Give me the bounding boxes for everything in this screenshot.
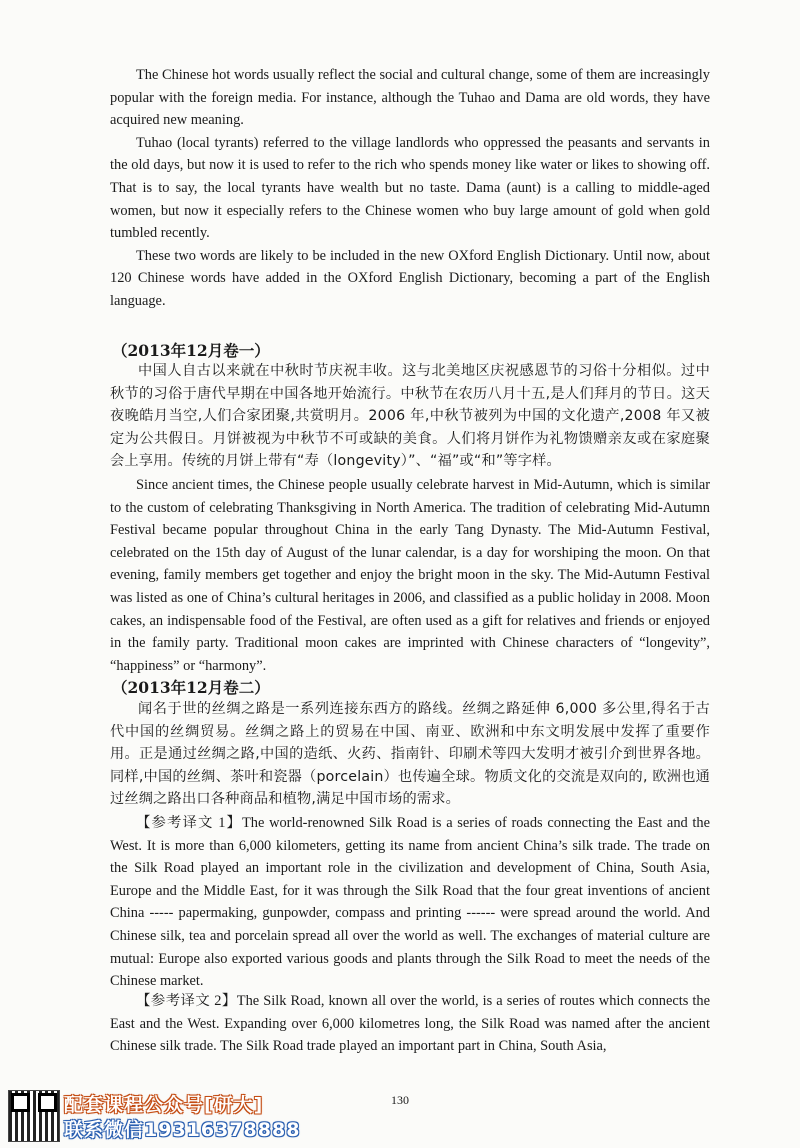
section-2-heading: （2013年12月卷二） <box>112 678 270 697</box>
section-1-english <box>110 474 710 677</box>
section-1-chinese <box>110 360 710 473</box>
intro-paragraph-1: The Chinese hot words usually reflect the social and cultural change, some of them are increasingly popular with the foreign media. For instance, although the Tuhao and Dama are old words, they have acquired new meaning. <box>110 67 710 129</box>
reference-2-text: The Silk Road, known all over the world, is a series of routes which connects the East and the West. Expanding over 6,000 kilometres long, the Silk Road was named after the ancient Chinese silk trade. The Silk Road trade played an important part in China, South Asia, <box>110 993 710 1055</box>
reference-2-label: 【参考译文 2】 <box>136 993 237 1009</box>
section-2-reference-2 <box>110 990 710 1058</box>
reference-1-paragraph <box>110 812 710 993</box>
section-2-chinese-text: 闻名于世的丝绸之路是一系列连接东西方的路线。丝绸之路延伸 6,000 多公里,得名于古代中国的丝绸贸易。丝绸之路上的贸易在中国、南亚、欧洲和中东文明发展中发挥了重要作用。正是通过丝绸之路,中国的造纸、火药、指南针、印刷术等四大发明才被引介到世界各地。同样,中国的丝绸、茶叶和瓷器（porcelain）也传遍全球。物质文化的交流是双向的, 欧洲也通过丝绸之路出口各种商品和植物,满足中国市场的需求。 <box>110 701 710 808</box>
watermark-line-1: 配套课程公众号[研大] <box>64 1094 264 1116</box>
section-2-reference-1 <box>110 812 710 993</box>
reference-1-text: The world-renowned Silk Road is a series of roads connecting the East and the West. It is more than 6,000 kilometers, getting its name from ancient China’s silk trade. The trade on the Silk Road played an important role in the civilization and development of China, South Asia, Europe and the Middle East, for it was through the Silk Road that the four great inventions of ancient China ----- papermaking, gunpowder, compass and printing ------ were spread around the world. And Chinese silk, tea and porcelain spread all over the world as well. The exchanges of material culture are mutual: Europe also exported various goods and plants through the Silk Road to meet the needs of the Chinese market. <box>110 815 710 990</box>
page-number: 130 <box>391 1093 409 1107</box>
watermark-line-2: 联系微信19316378888 <box>64 1119 301 1141</box>
intro-paragraph-2: Tuhao (local tyrants) referred to the village landlords who oppressed the peasants and servants in the old days, but now it is used to refer to the rich who spends money like water or likes to showing off. That is to say, the local tyrants have wealth but no taste. Dama (aunt) is a calling to middle-aged women, but now it especially refers to the Chinese women who buy large amount of gold when gold tumbled recently. <box>110 134 710 242</box>
section-1-english-text: Since ancient times, the Chinese people usually celebrate harvest in Mid-Autumn, which is similar to the custom of celebrating Thanksgiving in North America. The tradition of celebrating Mid-Autumn Festival became popular throughout China in the early Tang Dynasty. The Mid-Autumn Festival, celebrated on the 15th day of August of the lunar calendar, is a day for worshiping the moon. On that evening, family members get together and enjoy the bright moon in the sky. The Mid-Autumn Festival was listed as one of China’s cultural heritages in 2006, and classified as a public holiday in 2008. Moon cakes, an indispensable food of the Festival, are often used as a gift for relatives and friends or enjoyed in the family party. Traditional moon cakes are imprinted with Chinese characters of “longevity”, “happiness” or “harmony”. <box>110 477 710 674</box>
section-2-chinese <box>110 698 710 811</box>
intro-section <box>110 64 710 313</box>
reference-2-paragraph <box>110 990 710 1058</box>
qr-code-icon <box>8 1090 60 1142</box>
intro-paragraph-3: These two words are likely to be included in the new OXford English Dictionary. Until now, about 120 Chinese words have added in the OXford English Dictionary, becoming a part of the English language. <box>110 247 710 309</box>
section-1-heading: （2013年12月卷一） <box>112 341 270 360</box>
section-1-chinese-text: 中国人自古以来就在中秋时节庆祝丰收。这与北美地区庆祝感恩节的习俗十分相似。过中秋节的习俗于唐代早期在中国各地开始流行。中秋节在农历八月十五,是人们拜月的节日。这天夜晚皓月当空,人们合家团聚,共赏明月。2006 年,中秋节被列为中国的文化遗产,2008 年又被定为公共假日。月饼被视为中秋节不可或缺的美食。人们将月饼作为礼物馈赠亲友或在家庭聚会上享用。传统的月饼上带有“寿（longevity）”、“福”或“和”等字样。 <box>110 363 710 470</box>
watermark <box>8 1088 308 1144</box>
reference-1-label: 【参考译文 1】 <box>136 815 243 831</box>
